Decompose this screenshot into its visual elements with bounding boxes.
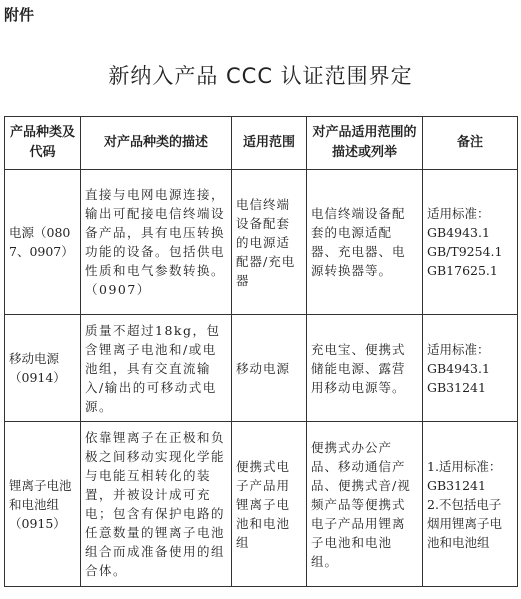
cell-description: 直接与电网电源连接，输出可配接电信终端设备产品，具有电压转换功能的设备。包括供电性质和电气参数转换。（0907） [81, 170, 232, 315]
cell-scope-desc: 充电宝、便携式储能电源、露营用移动电源等。 [307, 315, 423, 422]
cell-scope: 移动电源 [232, 315, 307, 422]
cell-note [423, 315, 518, 422]
note-line: 2.不包括电子烟用锂离子电池和电池组 [427, 496, 503, 550]
cell-scope-desc: 便携式办公产品、移动通信产品、便携式音/视频产品等便携式电子产品用锂离子电池和电池组。 [307, 422, 423, 587]
header-scope: 适用范围 [232, 117, 307, 170]
table-row [5, 422, 518, 587]
scope-table [4, 116, 518, 587]
note-line: GB31241 [427, 477, 486, 493]
cell-scope: 便携式电子产品用锂离子电池和电池组 [232, 422, 307, 587]
cell-note [423, 170, 518, 315]
table-row [5, 315, 518, 422]
cell-category: 锂离子电池和电池组（0915） [5, 422, 81, 587]
note-line: GB17625.1 [427, 263, 498, 278]
table-row [5, 170, 518, 315]
header-scope-desc: 对产品适用范围的描述或列举 [307, 117, 423, 170]
header-description: 对产品种类的描述 [81, 117, 232, 170]
cell-description: 依靠锂离子在正极和负极之间移动实现化学能与电能互相转化的装置，并被设计成可充电；包含有保护电路的任意数量的锂离子电池组合而成准备使用的组合体。 [81, 422, 232, 587]
table-header-row [5, 117, 518, 170]
cell-note [423, 422, 518, 587]
note-line: GB4943.1 [427, 225, 490, 240]
note-line: GB4943.1 [427, 360, 490, 376]
note-line: GB31241 [427, 379, 486, 395]
cell-category: 电源（0807、0907） [5, 170, 81, 315]
note-line: 1.适用标准： [427, 458, 502, 474]
note-line: 适用标准： [427, 341, 490, 357]
header-category: 产品种类及代码 [5, 117, 81, 170]
header-note: 备注 [423, 117, 518, 170]
cell-scope-desc: 电信终端设备配套的电源适配器、充电器、电源转换器等。 [307, 170, 423, 315]
attachment-label: 附件 [4, 6, 35, 24]
note-line: GB/T9254.1 [427, 244, 503, 259]
note-line: 适用标准： [427, 206, 490, 221]
document-title: 新纳入产品 CCC 认证范围界定 [108, 64, 413, 88]
cell-category: 移动电源（0914） [5, 315, 81, 422]
cell-description: 质量不超过18kg，包含锂离子电池和/或电池组，具有交直流输入/输出的可移动式电源。 [81, 315, 232, 422]
cell-scope: 电信终端设备配套的电源适配器/充电器 [232, 170, 307, 315]
